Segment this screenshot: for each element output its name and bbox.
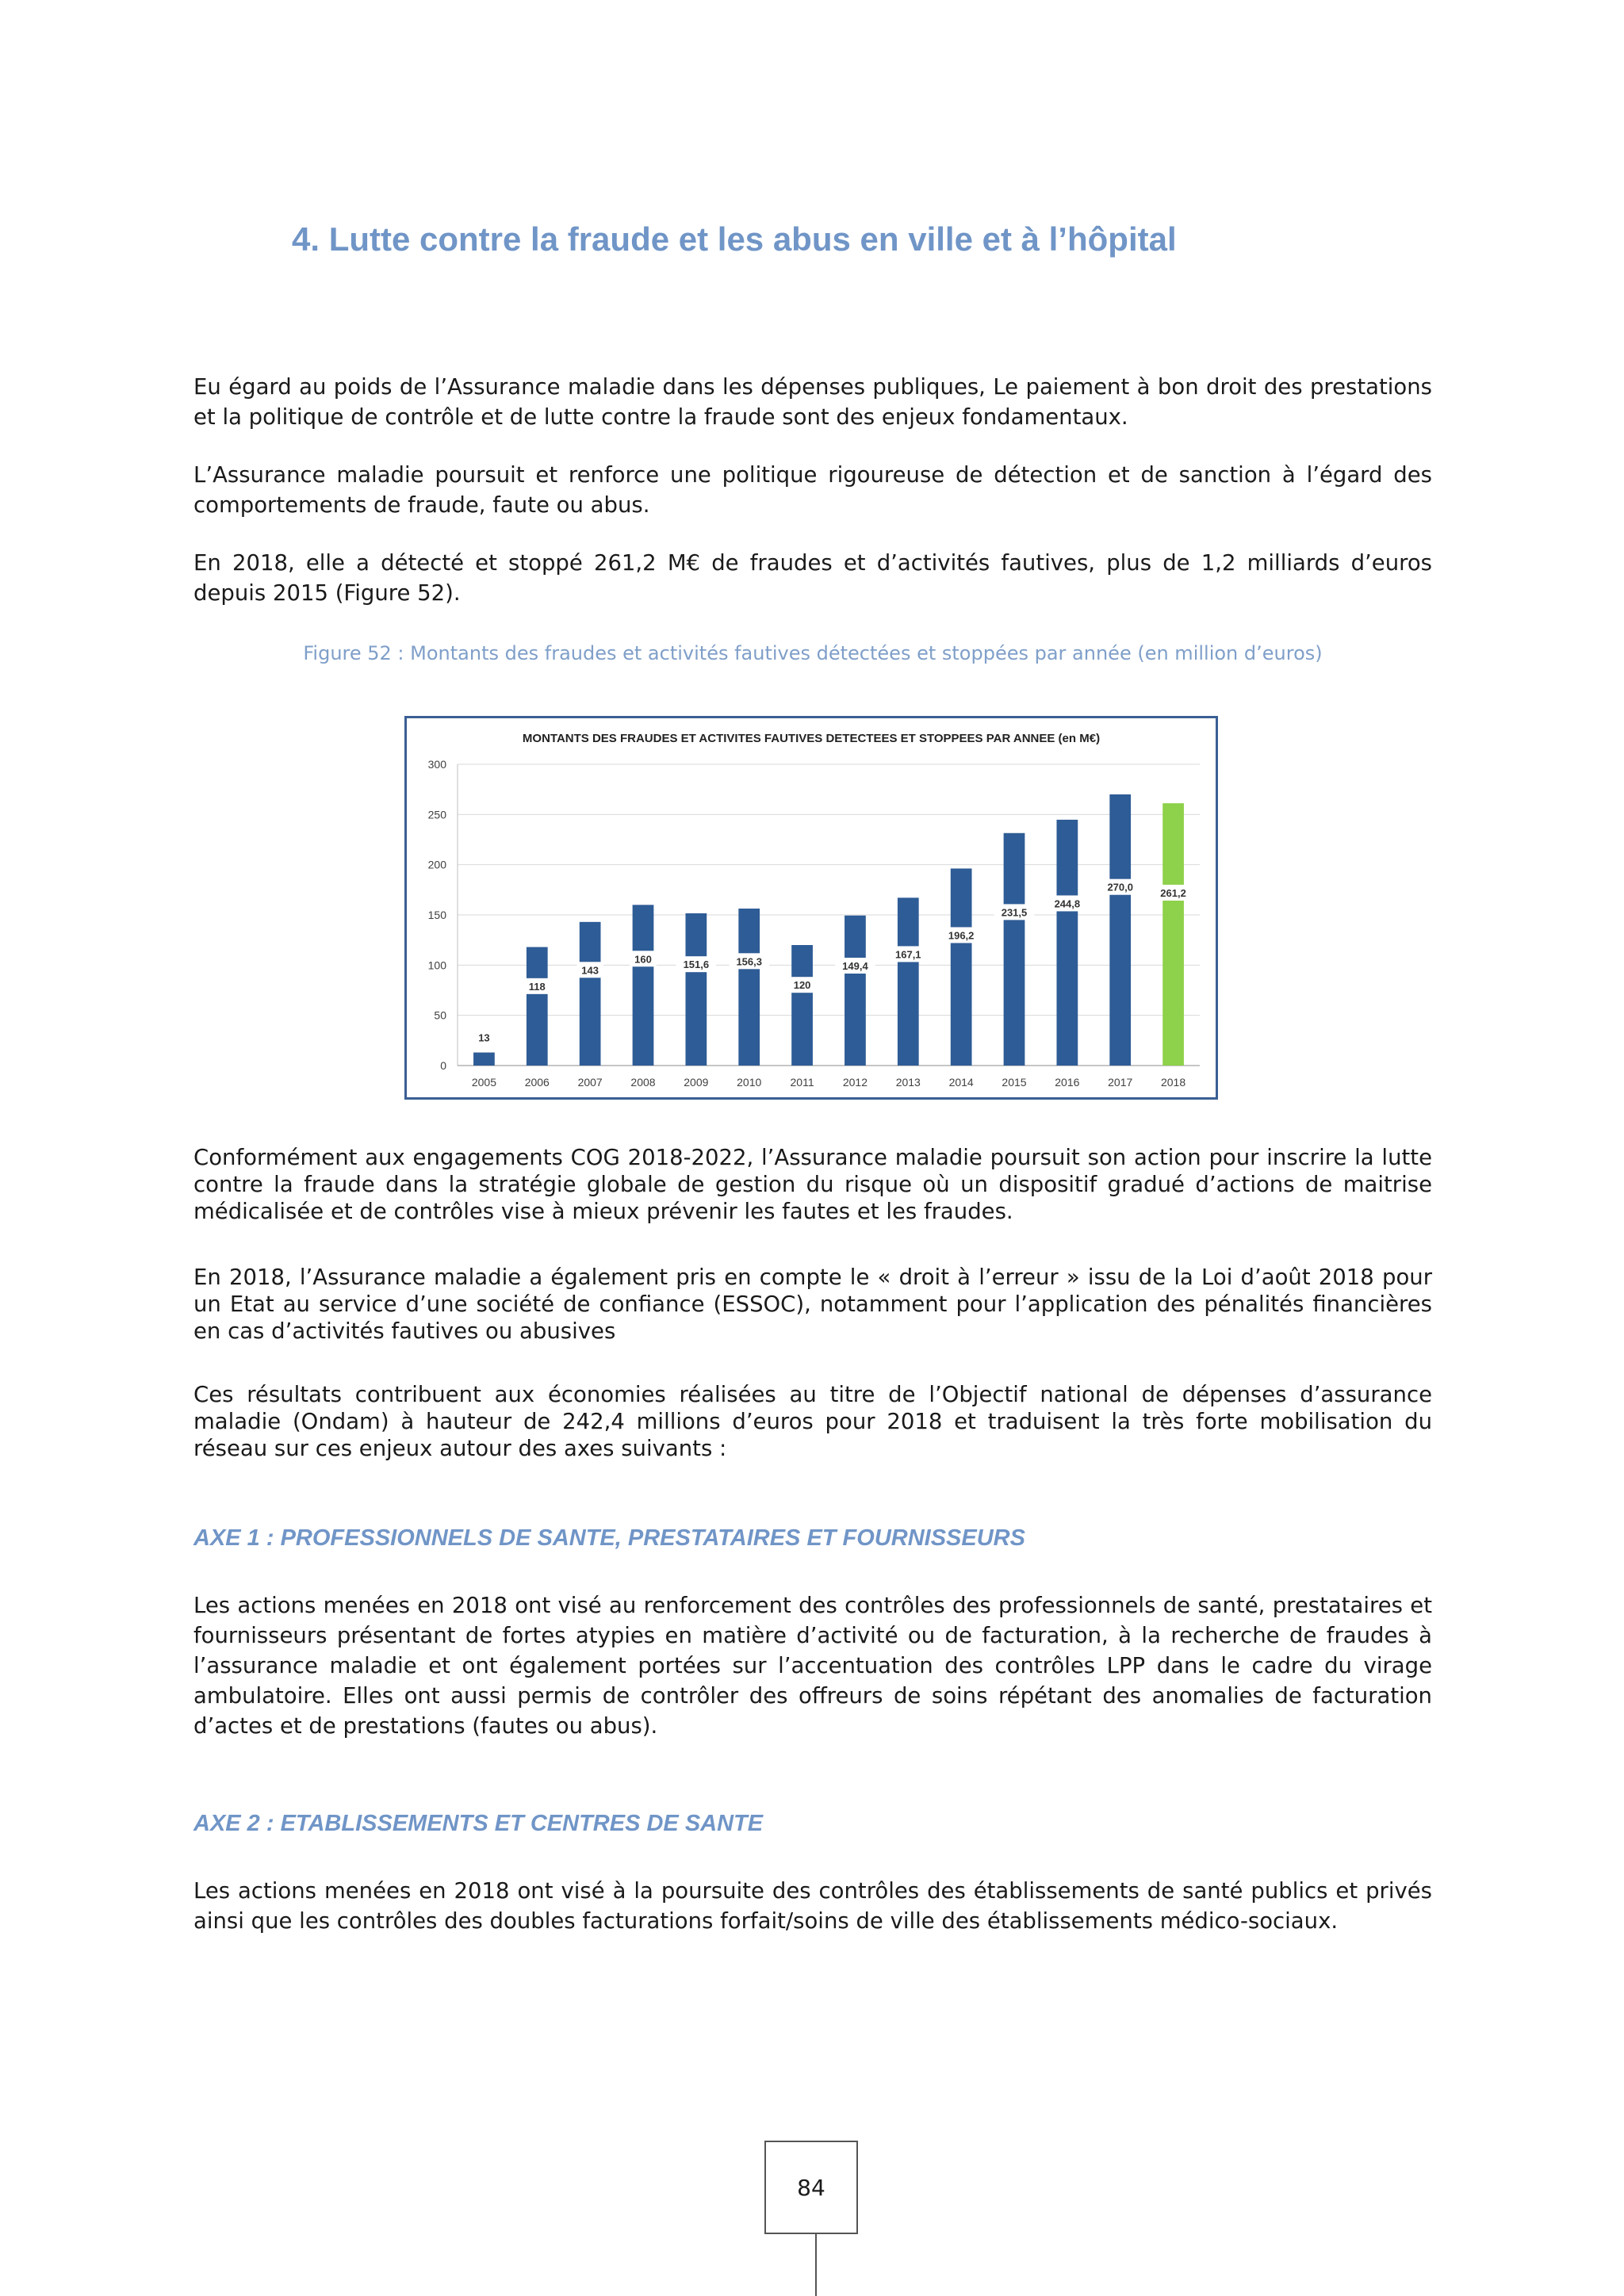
bar-2013	[898, 897, 919, 1066]
value-label-2006: 118	[528, 980, 546, 993]
bar-2009	[685, 913, 707, 1066]
axe2-paragraph: Les actions menées en 2018 ont visé à la poursuite des contrôles des établissements de santé publics et privés ainsi que les contrôles des doubles facturations forfait/soins de ville des établissements médico-sociaux.	[193, 1878, 1432, 1934]
value-label-2017: 270,0	[1107, 881, 1133, 894]
value-label-2011: 120	[793, 979, 811, 992]
intro-paragraph-3: En 2018, elle a détecté et stoppé 261,2 M€ de fraudes et d’activités fautives, plus de 1,2 milliards d’euros depuis 2015 (Figure 52).	[193, 550, 1432, 606]
value-label-2008: 160	[634, 953, 652, 966]
axe2-heading: AXE 2 : ETABLISSEMENTS ET CENTRES DE SANTE	[193, 1811, 764, 1836]
value-label-2007: 143	[581, 964, 599, 977]
value-label-2018: 261,2	[1160, 886, 1186, 899]
axe1-heading: AXE 1 : PROFESSIONNELS DE SANTE, PRESTATAIRES ET FOURNISSEURS	[193, 1525, 1025, 1551]
bar-2017	[1109, 794, 1131, 1066]
x-tick-label-2008: 2008	[630, 1076, 656, 1089]
value-label-2015: 231,5	[1001, 906, 1028, 919]
value-label-2010: 156,3	[736, 955, 762, 968]
page-number-connector	[815, 2234, 817, 2296]
y-tick-label: 0	[440, 1059, 446, 1072]
section-title: 4. Lutte contre la fraude et les abus en ville et à l’hôpital	[292, 220, 1177, 258]
y-tick-label: 50	[434, 1008, 446, 1022]
value-label-2013: 167,1	[895, 948, 921, 961]
x-tick-label-2014: 2014	[948, 1076, 974, 1089]
bar-2006	[527, 947, 548, 1066]
value-label-2012: 149,4	[842, 959, 868, 972]
chart-bars	[473, 794, 1184, 1066]
value-label-2014: 196,2	[948, 929, 975, 942]
x-tick-label-2011: 2011	[790, 1076, 814, 1089]
y-tick-label: 300	[427, 758, 446, 771]
x-tick-label-2007: 2007	[577, 1076, 603, 1089]
x-tick-label-2018: 2018	[1160, 1076, 1186, 1089]
x-tick-label-2015: 2015	[1002, 1076, 1027, 1089]
chart-title: MONTANTS DES FRAUDES ET ACTIVITES FAUTIVES DETECTEES ET STOPPEES PAR ANNEE (en M€)	[522, 732, 1101, 745]
x-tick-label-2005: 2005	[471, 1076, 497, 1089]
body-paragraph-ondam: Ces résultats contribuent aux économies réalisées au titre de l’Objectif national de dépenses d’assurance maladie (Ondam) à hauteur de 242,4 millions d’euros pour 2018 et traduisent la très forte mobilisation du réseau sur ces enjeux autour des axes suivants :	[193, 1382, 1432, 1461]
y-tick-label: 100	[427, 959, 446, 972]
x-tick-label-2006: 2006	[524, 1076, 550, 1089]
y-tick-label: 250	[427, 808, 446, 821]
bar-2011	[791, 945, 813, 1066]
bar-2010	[738, 909, 760, 1066]
value-label-2009: 151,6	[683, 959, 710, 971]
body-paragraph-essoc: En 2018, l’Assurance maladie a également pris en compte le « droit à l’erreur » issu de la Loi d’août 2018 pour un Etat au service d’une société de confiance (ESSOC), notamment pour l’application des pénalités financières en cas d’activités fautives ou abusives	[193, 1265, 1432, 1344]
chart-gridlines	[458, 764, 1200, 1066]
bar-2005	[473, 1053, 495, 1066]
x-tick-label-2010: 2010	[737, 1076, 762, 1089]
x-tick-label-2012: 2012	[842, 1076, 868, 1089]
intro-paragraph-1: Eu égard au poids de l’Assurance maladie dans les dépenses publiques, Le paiement à bon droit des prestations et la politique de contrôle et de lutte contre la fraude sont des enjeux fondamentaux.	[193, 374, 1432, 430]
x-tick-label-2017: 2017	[1108, 1076, 1133, 1089]
bar-2016	[1056, 820, 1078, 1066]
figure-caption: Figure 52 : Montants des fraudes et activités fautives détectées et stoppées par année (en million d’euros)	[303, 642, 1323, 664]
bar-2018	[1162, 803, 1184, 1066]
intro-paragraph-2: L’Assurance maladie poursuit et renforce une politique rigoureuse de détection et de sanction à l’égard des comportements de fraude, faute ou abus.	[193, 462, 1432, 518]
value-label-2016: 244,8	[1054, 897, 1081, 910]
x-tick-label-2013: 2013	[895, 1076, 921, 1089]
bar-chart-svg	[407, 718, 1216, 1097]
bar-chart	[404, 716, 1218, 1100]
axe1-paragraph: Les actions menées en 2018 ont visé au renforcement des contrôles des professionnels de santé, prestataires et fournisseurs présentant de fortes atypies en matière d’activité ou de facturation, à la recherche de fraudes à l’assurance maladie et ont également portées sur l’accentuation des contrôles LPP dans le cadre du virage ambulatoire. Elles ont aussi permis de contrôler des offreurs de soins répétant des anomalies de facturation d’actes et de prestations (fautes ou abus).	[193, 1593, 1432, 1739]
value-label-2005: 13	[478, 1031, 490, 1044]
x-tick-label-2009: 2009	[684, 1076, 709, 1089]
page-number: 84	[764, 2141, 858, 2234]
bar-2008	[633, 905, 654, 1066]
x-tick-label-2016: 2016	[1055, 1076, 1080, 1089]
bar-2007	[580, 922, 601, 1066]
bar-2012	[845, 916, 866, 1066]
y-tick-label: 150	[427, 909, 446, 921]
bar-2014	[951, 868, 972, 1066]
bar-2015	[1004, 833, 1025, 1066]
y-tick-label: 200	[427, 858, 446, 871]
body-paragraph-cog: Conformément aux engagements COG 2018-2022, l’Assurance maladie poursuit son action pour inscrire la lutte contre la fraude dans la stratégie globale de gestion du risque où un dispositif gradué d’actions de maitrise médicalisée et de contrôles vise à mieux prévenir les fautes et les fraudes.	[193, 1145, 1432, 1224]
